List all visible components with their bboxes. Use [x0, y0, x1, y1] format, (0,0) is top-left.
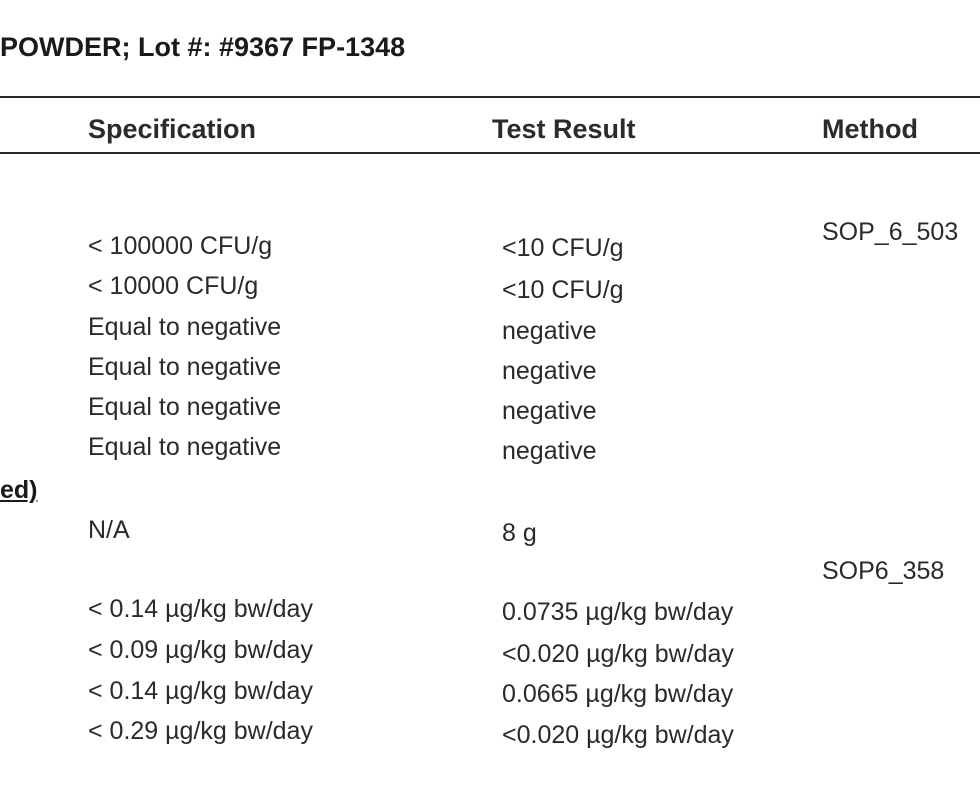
spec-cell: Equal to negative [88, 393, 282, 421]
header-bottom-rule [0, 152, 980, 154]
section-label: ed) [0, 476, 38, 504]
result-cell: 8 g [502, 519, 537, 547]
column-header-test-result: Test Result [492, 114, 636, 144]
spec-cell: < 0.29 µg/kg bw/day [88, 717, 313, 745]
result-cell: negative [502, 437, 597, 465]
column-header-specification: Specification [88, 114, 257, 144]
result-cell: <10 CFU/g [502, 276, 624, 304]
spec-cell: N/A [88, 516, 130, 544]
result-cell: <0.020 µg/kg bw/day [502, 721, 734, 749]
spec-cell: Equal to negative [88, 353, 282, 381]
result-cell: negative [502, 317, 597, 345]
spec-cell: < 0.09 µg/kg bw/day [88, 636, 313, 664]
result-cell: <10 CFU/g [502, 234, 624, 262]
result-cell: 0.0735 µg/kg bw/day [502, 598, 734, 626]
spec-cell: < 10000 CFU/g [88, 272, 259, 300]
method-cell: SOP6_358 [822, 557, 945, 585]
spec-cell: < 0.14 µg/kg bw/day [88, 677, 313, 705]
header-top-rule [0, 96, 980, 98]
result-cell: negative [502, 357, 597, 385]
spec-cell: Equal to negative [88, 433, 282, 461]
result-cell: negative [502, 397, 597, 425]
spec-cell: Equal to negative [88, 313, 282, 341]
spec-cell: < 100000 CFU/g [88, 232, 273, 260]
method-cell: SOP_6_503 [822, 218, 959, 246]
document-title: POWDER; Lot #: #9367 FP-1348 [0, 32, 406, 62]
column-header-method: Method [822, 114, 918, 144]
result-cell: <0.020 µg/kg bw/day [502, 640, 734, 668]
spec-cell: < 0.14 µg/kg bw/day [88, 595, 313, 623]
result-cell: 0.0665 µg/kg bw/day [502, 680, 734, 708]
